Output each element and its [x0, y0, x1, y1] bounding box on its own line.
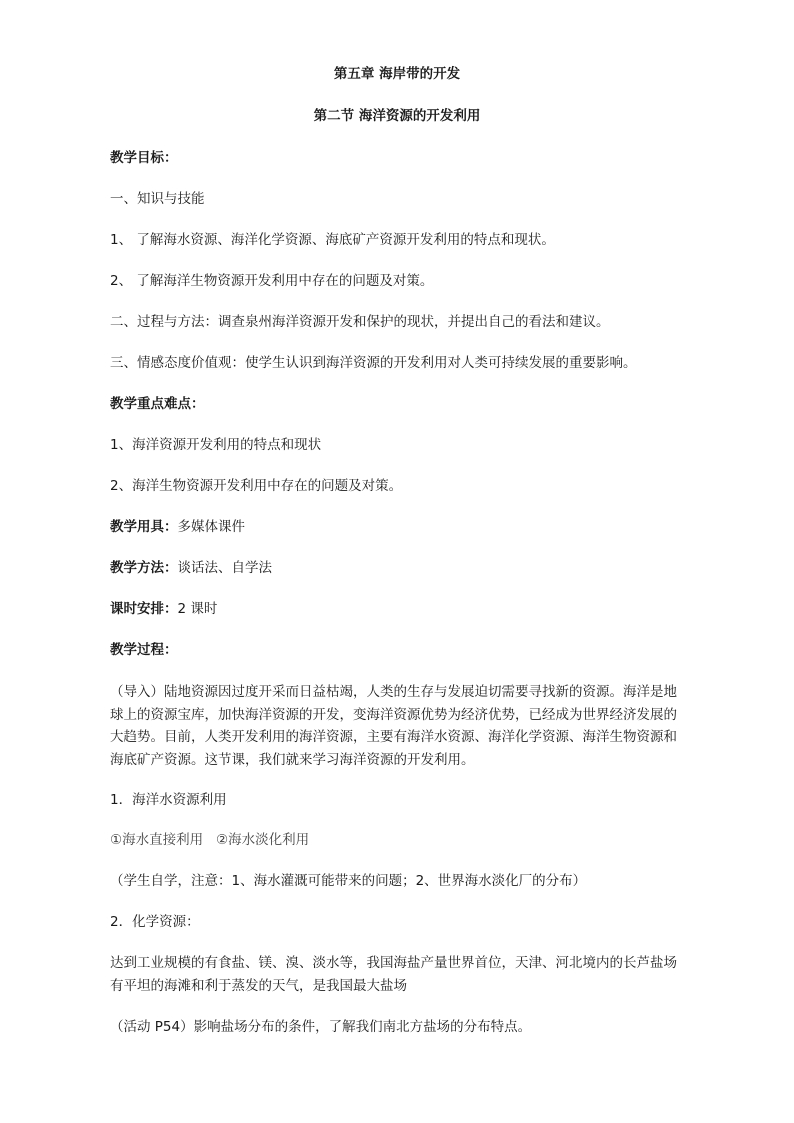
intro-paragraph: （导入）陆地资源因过度开采而日益枯竭，人类的生存与发展迫切需要寻找新的资源。海洋是地球上的资源宝库，加快海洋资源的开发，变海洋资源优势为经济优势，已经成为世界经济发展的大趋势。目前，人类开发利用的海洋资源，主要有海洋水资源、海洋化学资源、海洋生物资源和海底矿产资源。这节课，我们就来学习海洋资源的开发利用。	[110, 684, 677, 768]
item-2-heading: 2．化学资源：	[110, 914, 200, 930]
item-1-heading: 1．海洋水资源利用	[110, 792, 227, 808]
hours-label: 课时安排：	[110, 601, 178, 617]
section-title: 第二节 海洋资源的开发利用	[313, 108, 481, 124]
key-points-heading: 教学重点难点：	[110, 396, 205, 412]
goal-item-2: 2、 了解海洋生物资源开发利用中存在的问题及对策。	[110, 273, 434, 289]
goals-heading: 教学目标：	[110, 150, 178, 166]
tools-value: 多媒体课件	[177, 519, 245, 535]
item-2-activity: （活动 P54）影响盐场分布的条件，了解我们南北方盐场的分布特点。	[110, 1019, 532, 1035]
goal-process-methods: 二、过程与方法：调查泉州海洋资源开发和保护的现状，并提出自己的看法和建议。	[110, 314, 610, 330]
hours-line	[110, 599, 217, 619]
methods-label: 教学方法：	[110, 560, 178, 576]
chapter-title: 第五章 海岸带的开发	[333, 66, 461, 82]
key-point-2: 2、海洋生物资源开发利用中存在的问题及对策。	[110, 478, 403, 494]
goal-knowledge-skills: 一、知识与技能	[110, 191, 205, 207]
process-heading: 教学过程：	[110, 642, 178, 658]
item-2-paragraph: 达到工业规模的有食盐、镁、溴、淡水等，我国海盐产量世界首位，天津、河北境内的长芦盐场有平坦的海滩和利于蒸发的天气，是我国最大盐场	[110, 955, 677, 994]
key-point-1: 1、海洋资源开发利用的特点和现状	[110, 437, 322, 453]
methods-line	[110, 558, 272, 578]
item-1-note: （学生自学，注意：1、海水灌溉可能带来的问题；2、世界海水淡化厂的分布）	[110, 873, 587, 889]
goal-attitudes: 三、情感态度价值观：使学生认识到海洋资源的开发利用对人类可持续发展的重要影响。	[110, 355, 637, 371]
methods-value: 谈话法、自学法	[177, 560, 272, 576]
tools-line	[110, 517, 245, 537]
item-1-uses: ①海水直接利用 ②海水淡化利用	[110, 832, 310, 848]
tools-label: 教学用具：	[110, 519, 178, 535]
goal-item-1: 1、 了解海水资源、海洋化学资源、海底矿产资源开发利用的特点和现状。	[110, 232, 555, 248]
hours-value: 2 课时	[177, 601, 218, 617]
